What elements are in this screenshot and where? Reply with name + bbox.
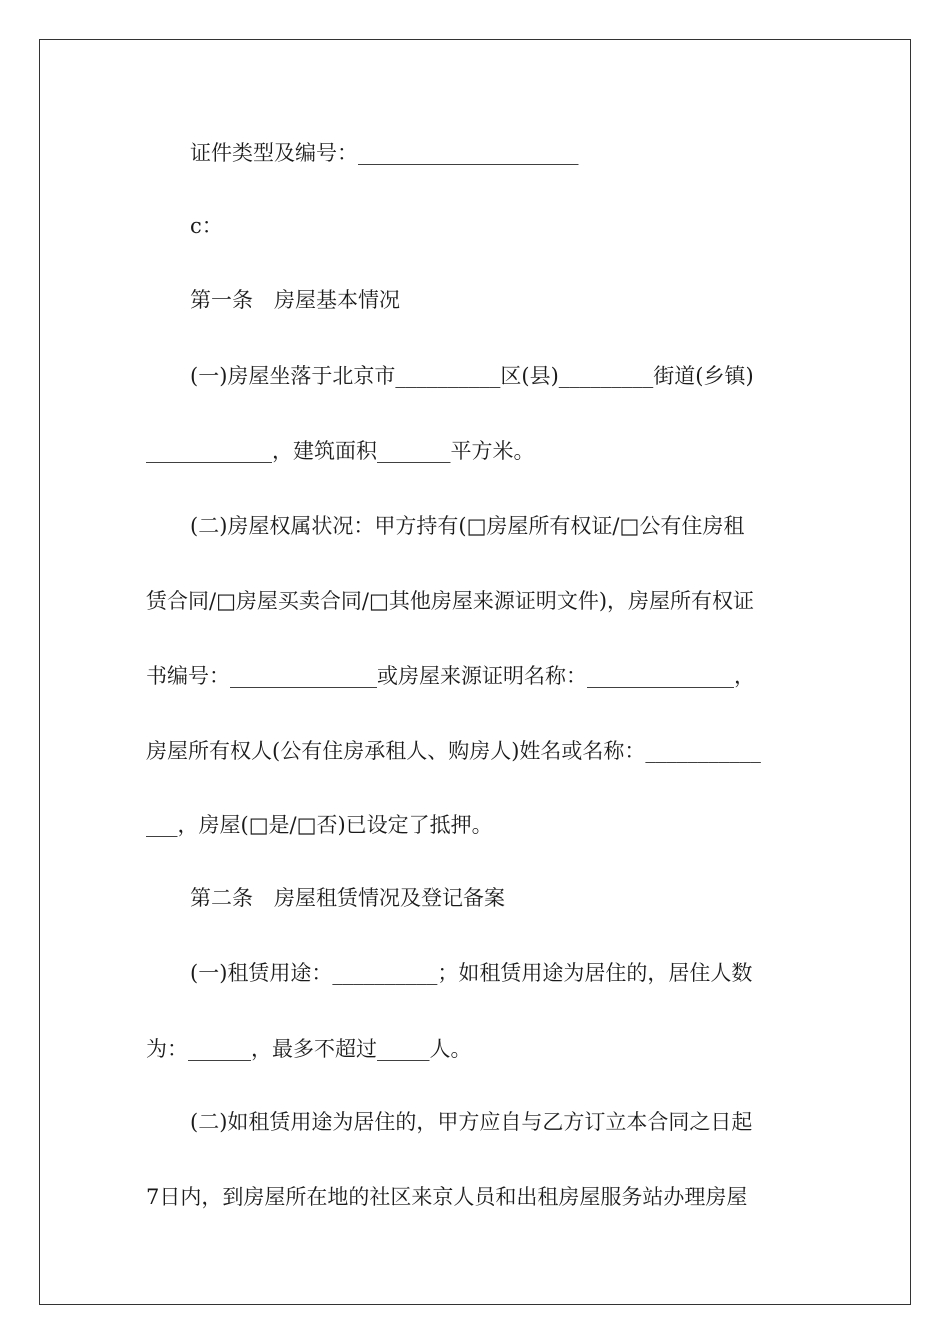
paragraph-line: 为：______，最多不超过_____人。 <box>146 1037 472 1061</box>
paragraph-line: ____________，建筑面积_______平方米。 <box>146 439 535 463</box>
article-1-heading: 第一条 房屋基本情况 <box>190 288 400 312</box>
paragraph-line: (二)房屋权属状况：甲方持有(□房屋所有权证/□公有住房租 <box>190 514 745 538</box>
paragraph-line: (二)如租赁用途为居住的，甲方应自与乙方订立本合同之日起 <box>190 1110 753 1134</box>
paragraph-line: ___，房屋(□是/□否)已设定了抵押。 <box>146 813 493 837</box>
id-type-line: 证件类型及编号：_____________________ <box>190 141 579 165</box>
paragraph-line: (一)房屋坐落于北京市__________区(县)_________街道(乡镇) <box>190 364 754 388</box>
paragraph-line: 赁合同/□房屋买卖合同/□其他房屋来源证明文件)，房屋所有权证 <box>146 589 755 613</box>
paragraph-line: 书编号：______________或房屋来源证明名称：______________， <box>146 664 755 688</box>
paragraph-line: (一)租赁用途：__________；如租赁用途为居住的，居住人数 <box>190 961 753 985</box>
article-2-heading: 第二条 房屋租赁情况及登记备案 <box>190 886 505 910</box>
paragraph-line: 房屋所有权人(公有住房承租人、购房人)姓名或名称：___________ <box>146 739 761 763</box>
party-c-line: c： <box>190 214 223 238</box>
paragraph-line: 7日内，到房屋所在地的社区来京人员和出租房屋服务站办理房屋 <box>146 1185 748 1209</box>
